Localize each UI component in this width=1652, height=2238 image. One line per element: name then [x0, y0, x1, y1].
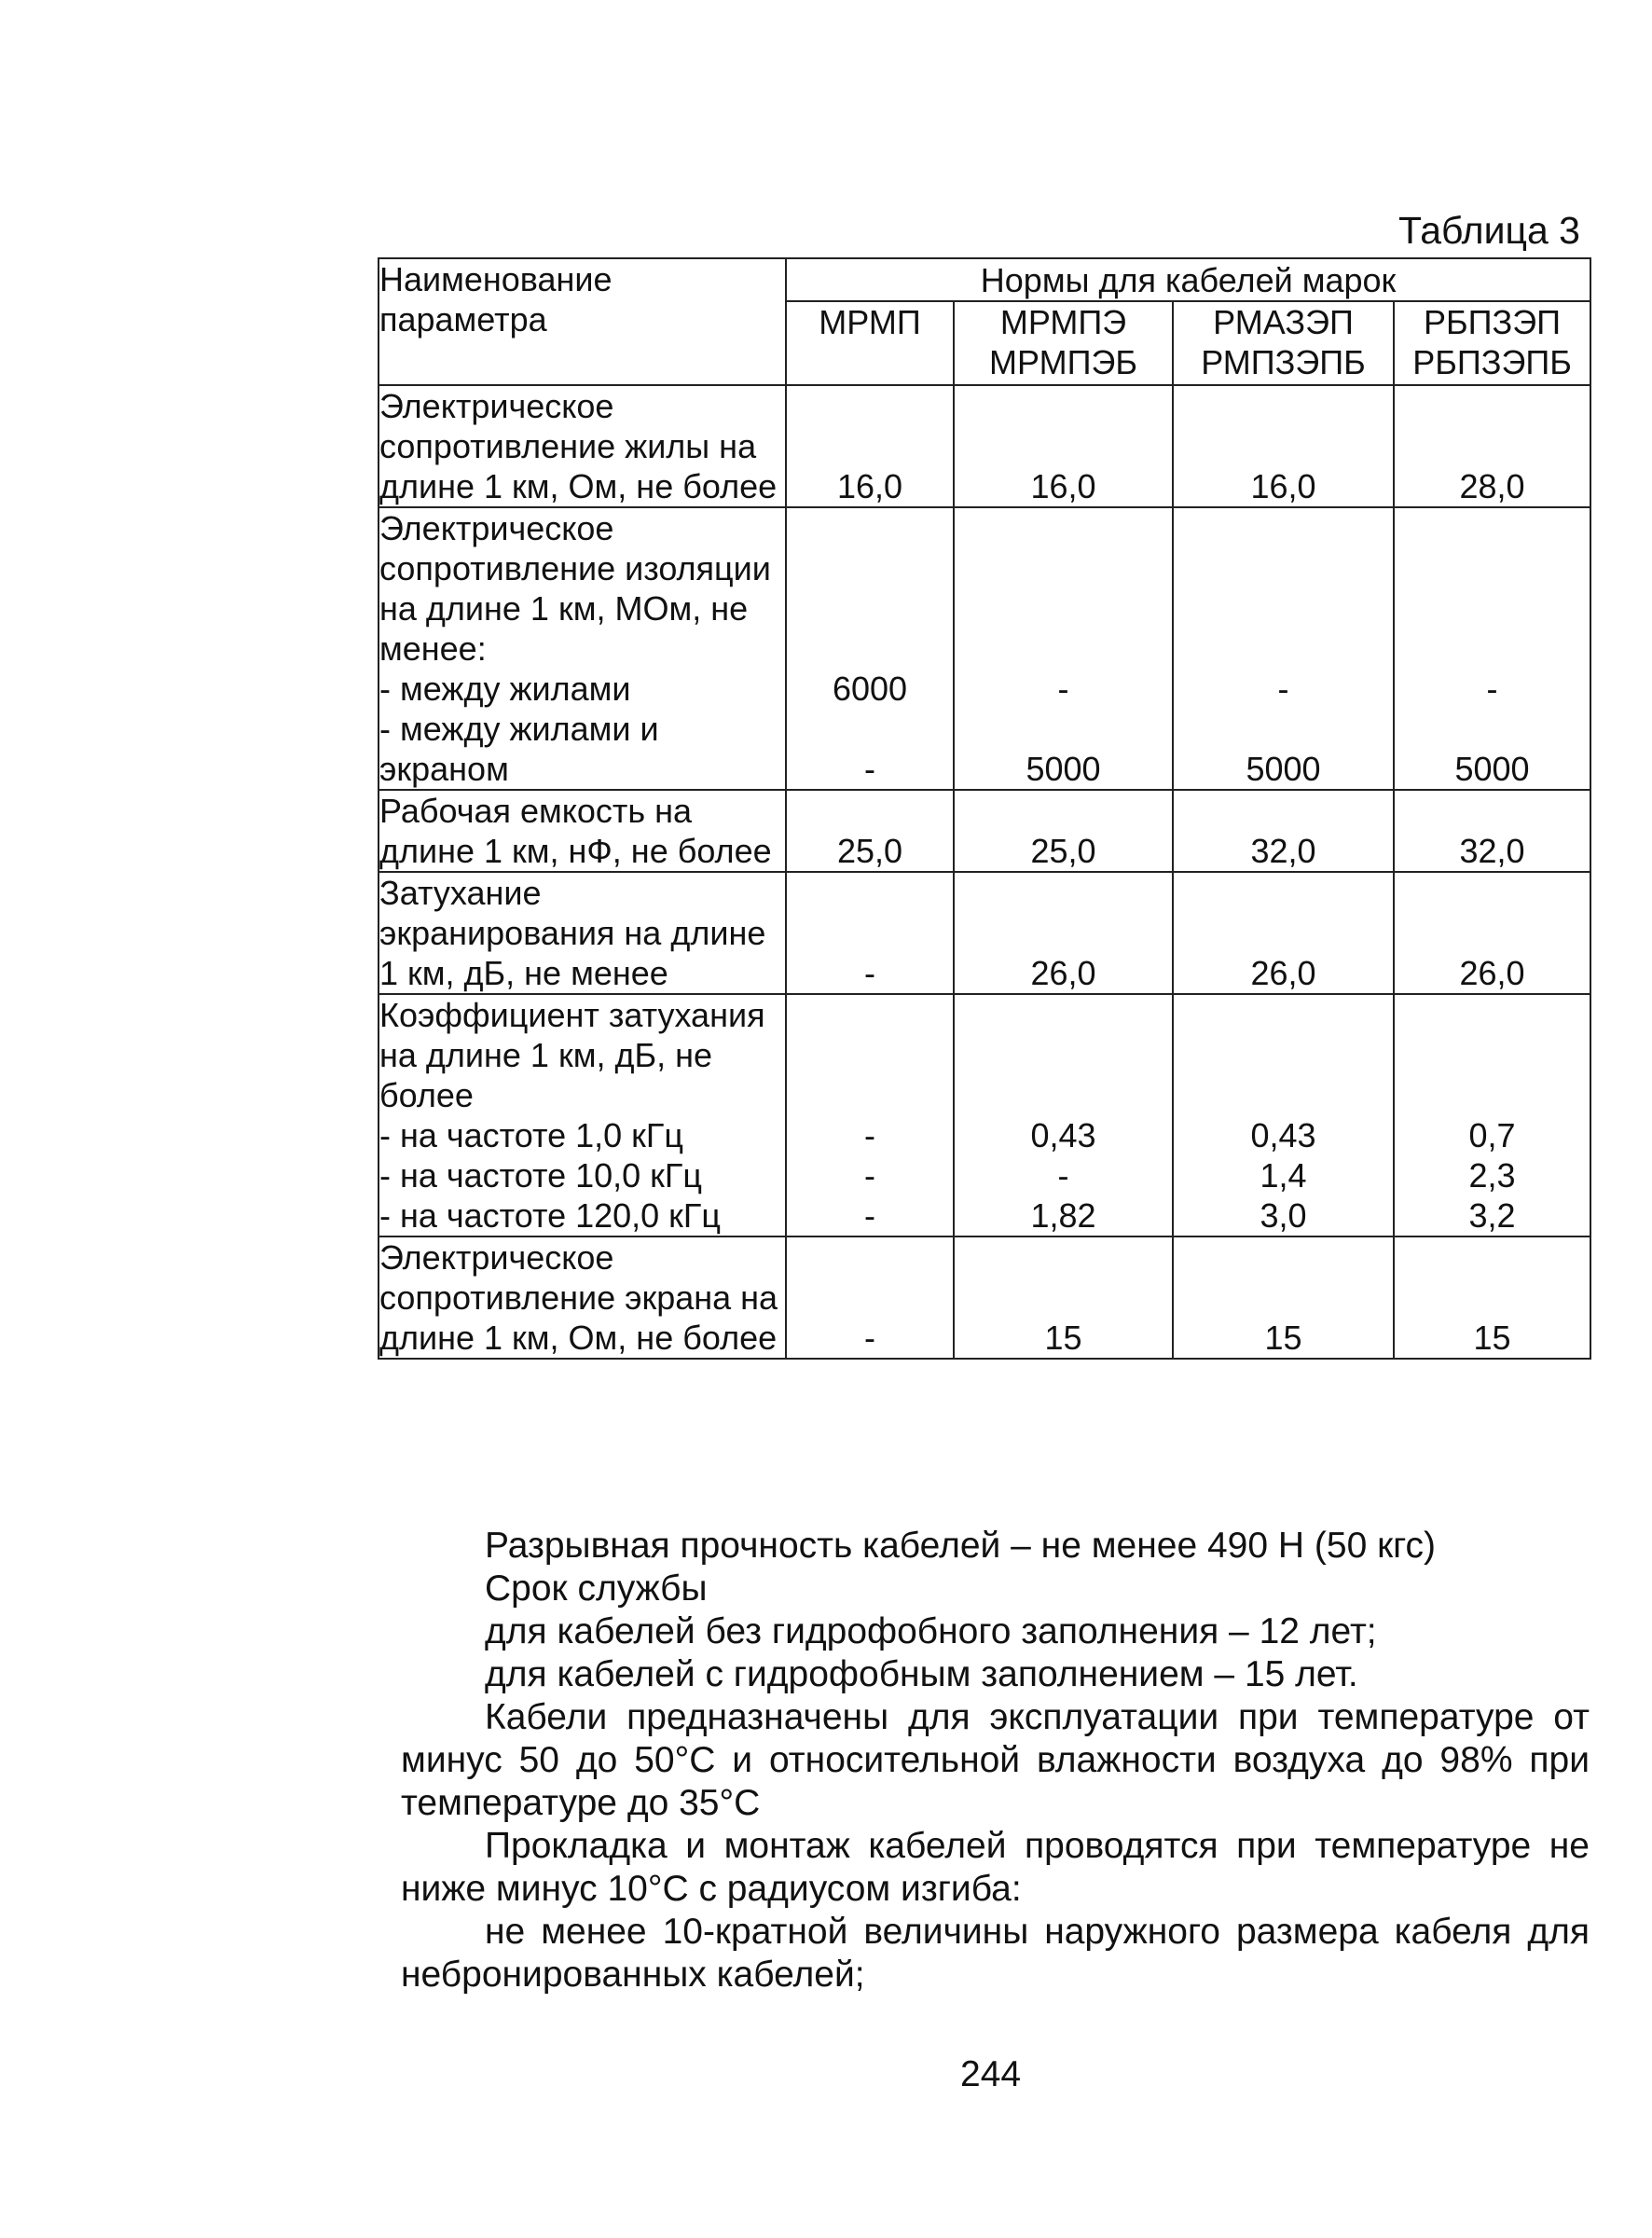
table-header-row	[379, 258, 1590, 301]
sub-value: 0,7	[1468, 1116, 1516, 1154]
service-life-line: для кабелей без гидрофобного заполнения – 12 лет;	[485, 1611, 1377, 1651]
sub-value: -	[864, 1196, 875, 1235]
value-cell: 15	[1173, 1236, 1394, 1359]
param-label: Коэффициент затухания на длине 1 км, дБ, не более	[379, 996, 765, 1114]
grade-header: МРМПЭ МРМПЭБ	[954, 301, 1173, 385]
sub-value: 3,2	[1468, 1196, 1516, 1235]
sub-value: -	[864, 1116, 875, 1154]
bend-paragraph: не менее 10-кратной величины наружного размера кабеля для небронированных кабелей;	[401, 1912, 1590, 1995]
sub-value: 3,0	[1260, 1196, 1307, 1235]
sub-value: 5000	[1246, 750, 1321, 788]
param-cell	[379, 507, 786, 790]
sub-value: 5000	[1026, 750, 1101, 788]
value-cell: 32,0	[1394, 790, 1590, 872]
param-cell	[379, 385, 786, 507]
table-row	[379, 507, 1590, 790]
param-cell	[379, 994, 786, 1236]
value-cell	[954, 994, 1173, 1236]
param-cell	[379, 1236, 786, 1359]
table-row	[379, 385, 1590, 507]
sub-value: -	[864, 1156, 875, 1195]
value-cell: 28,0	[1394, 385, 1590, 507]
table-row	[379, 872, 1590, 994]
value-cell: 26,0	[954, 872, 1173, 994]
service-life-line: для кабелей с гидрофобным заполнением – 15 лет.	[485, 1654, 1358, 1694]
param-column-header: Наименование параметра	[379, 258, 786, 385]
value-cell: 25,0	[786, 790, 954, 872]
param-label: Затухание экранирования на длине 1 км, дБ, не менее	[379, 874, 766, 992]
sub-param-label: - на частоте 10,0 кГц	[379, 1156, 703, 1195]
laying-paragraph: Прокладка и монтаж кабелей проводятся при температуре не ниже минус 10°С с радиусом изгиба:	[401, 1826, 1590, 1909]
sub-value: 1,82	[1030, 1196, 1096, 1235]
value-cell: -	[786, 872, 954, 994]
sub-value: -	[1486, 670, 1498, 708]
sub-value: -	[864, 750, 875, 788]
sub-value: 5000	[1454, 750, 1530, 788]
param-label: Электрическое сопротивление экрана на длине 1 км, Ом, не более	[379, 1238, 778, 1357]
param-cell	[379, 872, 786, 994]
value-cell	[1394, 994, 1590, 1236]
sub-value: 0,43	[1030, 1116, 1096, 1154]
sub-value: 1,4	[1260, 1156, 1307, 1195]
value-cell: 25,0	[954, 790, 1173, 872]
param-cell	[379, 790, 786, 872]
grade-header: МРМП	[786, 301, 954, 385]
value-cell	[786, 994, 954, 1236]
page-number: 244	[960, 2054, 1022, 2094]
grade-header: РМАЗЭП РМПЗЭПБ	[1173, 301, 1394, 385]
service-life-title: Срок службы	[485, 1568, 708, 1609]
grade-header: РБПЗЭП РБПЗЭПБ	[1394, 301, 1590, 385]
sub-value: 0,43	[1250, 1116, 1316, 1154]
value-cell: 16,0	[786, 385, 954, 507]
spec-table	[378, 257, 1591, 1360]
value-cell: 15	[1394, 1236, 1590, 1359]
sub-param-label: - между жилами и экраном	[379, 710, 659, 788]
value-cell	[954, 507, 1173, 790]
table-row	[379, 790, 1590, 872]
sub-value: 2,3	[1468, 1156, 1516, 1195]
value-cell: 32,0	[1173, 790, 1394, 872]
value-cell: 16,0	[1173, 385, 1394, 507]
sub-param-label: - на частоте 1,0 кГц	[379, 1116, 684, 1154]
param-label: Электрическое сопротивление изоляции на длине 1 км, МОм, не менее:	[379, 509, 771, 668]
sub-value: 6000	[832, 670, 908, 708]
value-cell: 15	[954, 1236, 1173, 1359]
param-label: Рабочая емкость на длине 1 км, нФ, не более	[379, 792, 772, 870]
sub-value: -	[1277, 670, 1289, 708]
value-cell	[1173, 507, 1394, 790]
value-cell	[1173, 994, 1394, 1236]
value-cell	[786, 507, 954, 790]
value-cell: -	[786, 1236, 954, 1359]
value-cell	[1394, 507, 1590, 790]
operation-paragraph: Кабели предназначены для эксплуатации при температуре от минус 50 до 50°С и относительной влажности воздуха до 98% при температуре до 35°С	[401, 1697, 1590, 1823]
body-text	[401, 1525, 1590, 1996]
sub-param-label: - между жилами	[379, 670, 631, 708]
value-cell: 26,0	[1173, 872, 1394, 994]
table-caption: Таблица 3	[1398, 209, 1580, 252]
sub-value: -	[1057, 1156, 1069, 1195]
sub-value: -	[1057, 670, 1069, 708]
table-row	[379, 994, 1590, 1236]
sub-param-label: - на частоте 120,0 кГц	[379, 1196, 722, 1235]
grades-group-header: Нормы для кабелей марок	[786, 258, 1590, 301]
strength-paragraph: Разрывная прочность кабелей – не менее 490 Н (50 кгс)	[485, 1526, 1437, 1566]
value-cell: 16,0	[954, 385, 1173, 507]
value-cell: 26,0	[1394, 872, 1590, 994]
param-label: Электрическое сопротивление жилы на длине 1 км, Ом, не более	[379, 387, 778, 505]
table-row	[379, 1236, 1590, 1359]
